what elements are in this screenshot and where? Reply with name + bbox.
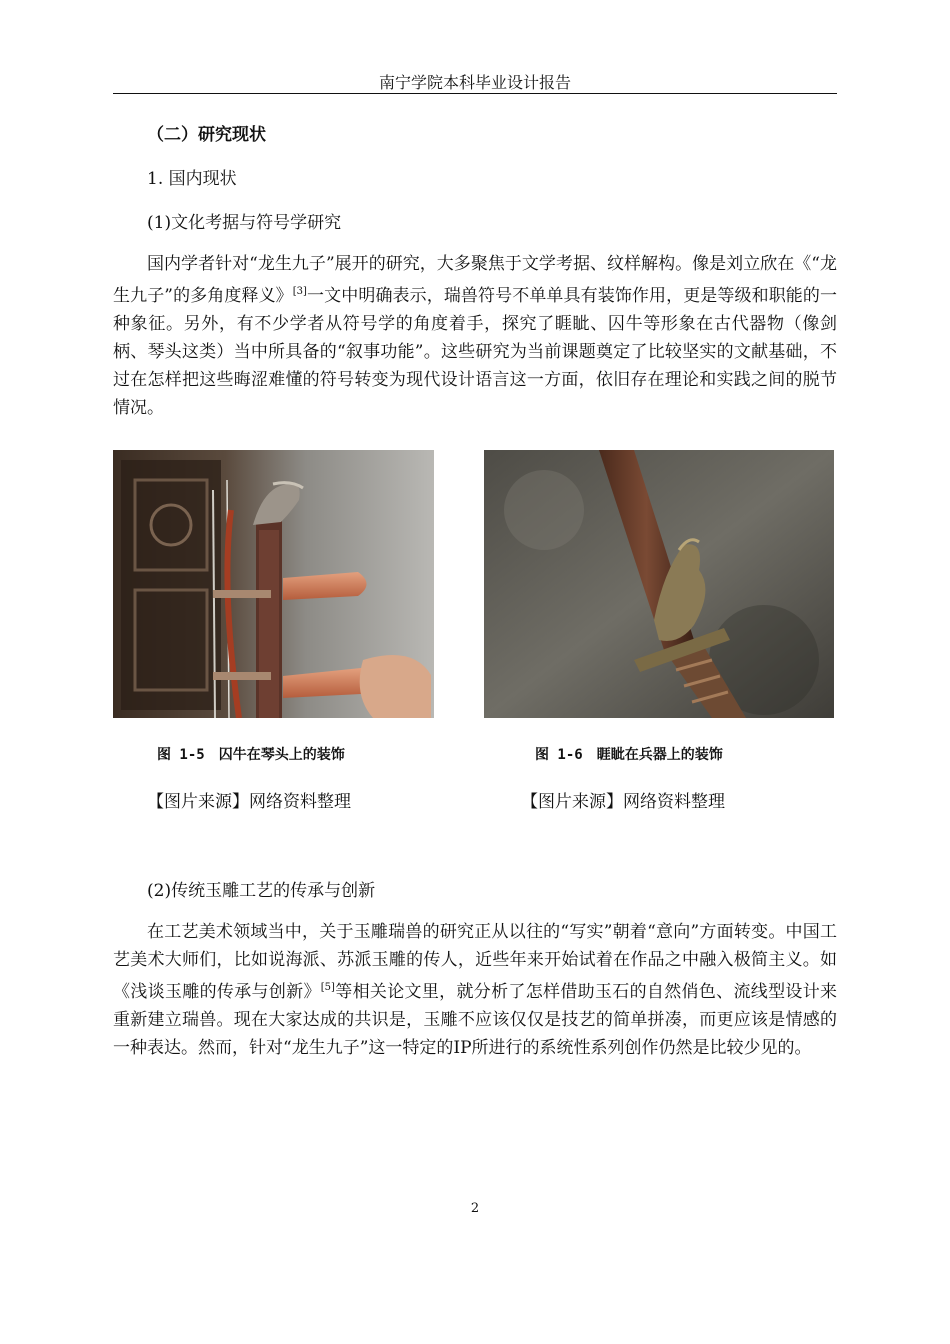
figure-yazi-image xyxy=(484,450,834,718)
subsection-cultural-research: (1)文化考据与符号学研究 xyxy=(147,213,342,233)
page-header: 南宁学院本科毕业设计报告 xyxy=(378,73,571,92)
citation-marker: [5] xyxy=(320,982,335,993)
header-divider xyxy=(113,93,837,94)
page-number: 2 xyxy=(470,1201,480,1216)
paragraph-text: 一文中明确表示，瑞兽符号不单单具有装饰作用，更是等级和职能的一种象征。另外，有不少学者从符号学的角度着手，探究了睚眦、囚牛等形象在古代器物（像剑柄、琴头这类）当中所具备的“叙事功能”。这些研究为当前课题奠定了比较坚实的文献基础，不过在怎样把这些晦涩难懂的符号转变为现代设计语言这一方面，依旧存在理论和实践之间的脱节情况。 xyxy=(113,286,837,418)
figure-source: 【图片来源】网络资料整理 xyxy=(521,792,725,812)
figure-qiuniu-image xyxy=(113,450,434,718)
section-title: （二）研究现状 xyxy=(147,125,266,145)
paragraph-text: 等相关论文里，就分析了怎样借助玉石的自然俏色、流线型设计来重新建立瑞兽。现在大家达成的共识是，玉雕不应该仅仅是技艺的简单拼凑，而更应该是情感的一种表达。然而，针对“龙生九子”这一特定的IP所进行的系统性系列创作仍然是比较少见的。 xyxy=(113,982,838,1058)
subsection-domestic: 1. 国内现状 xyxy=(147,169,237,189)
paragraph-jade-carving xyxy=(113,918,837,1062)
paragraph-text: 在工艺美术领域当中，关于玉雕瑞兽的研究正从以往的“写实”朝着“意向”方面转变。中国工艺美术大师们，比如说海派、苏派玉雕的传人，近些年来开始试着在作品之中融入极简主义。如《浅谈玉雕的传承与创新》 xyxy=(113,922,837,1002)
figure-caption: 图 1-5 囚牛在琴头上的装饰 xyxy=(157,747,345,763)
subsection-jade-carving: (2)传统玉雕工艺的传承与创新 xyxy=(147,881,376,901)
paragraph-text: 国内学者针对“龙生九子”展开的研究，大多聚焦于文学考据、纹样解构。像是刘立欣在《“龙生九子”的多角度释义》 xyxy=(113,254,837,306)
paragraph-cultural-research xyxy=(113,250,837,422)
citation-marker: [3] xyxy=(292,286,307,297)
figure-source: 【图片来源】网络资料整理 xyxy=(147,792,351,812)
figure-caption: 图 1-6 睚眦在兵器上的装饰 xyxy=(535,747,723,763)
